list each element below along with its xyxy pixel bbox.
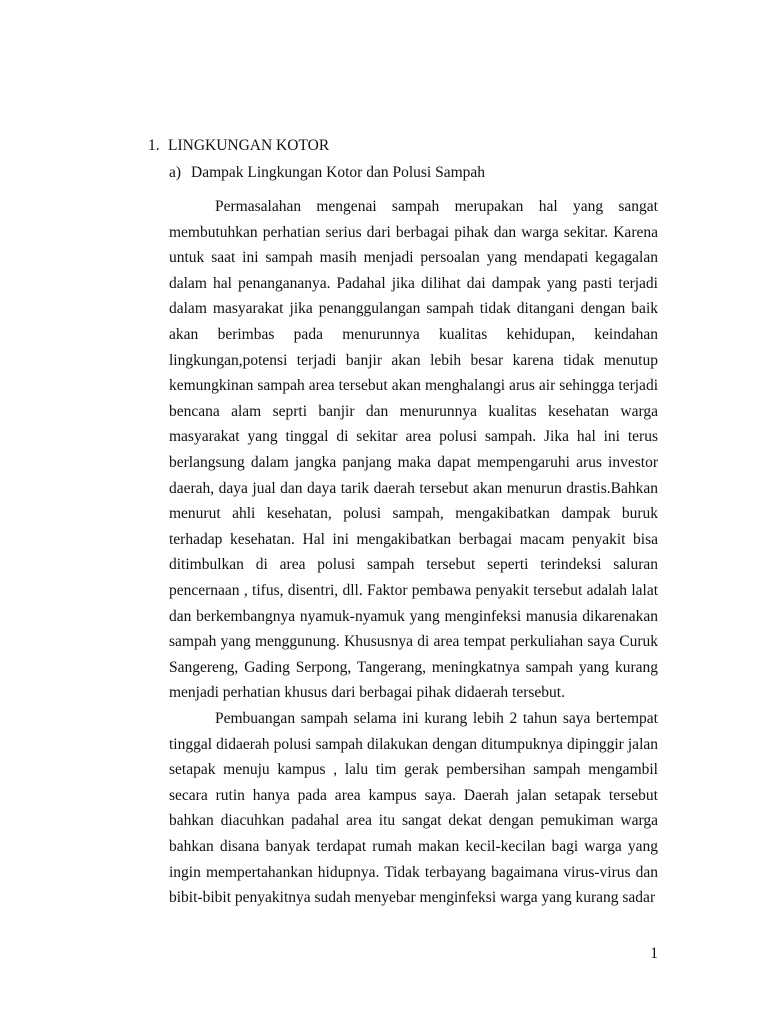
section-title: LINGKUNGAN KOTOR <box>168 137 330 154</box>
page-number: 1 <box>650 945 658 962</box>
section-heading <box>148 136 329 156</box>
body-paragraph-2: Pembuangan sampah selama ini kurang lebih 2 tahun saya bertempat tinggal didaerah polusi sampah dilakukan dengan ditumpuknya dipinggir jalan setapak menuju kampus , lalu tim gerak pembersihan sampah mengambil secara rutin hanya pada area kampus saya. Daerah jalan setapak tersebut bahkan diacuhkan padahal area itu sangat dekat dengan pemukiman warga bahkan disana banyak terdapat rumah makan kecil-kecilan bagi warga yang ingin mempertahankan hidupnya. Tidak terbayang bagaimana virus-virus dan bibit-bibit penyakitnya sudah menyebar menginfeksi warga yang kurang sadar <box>169 710 658 907</box>
subsection-title: Dampak Lingkungan Kotor dan Polusi Sampah <box>191 164 486 181</box>
section-number: 1. <box>148 137 160 154</box>
subsection-heading <box>169 163 485 183</box>
body-paragraph-1: Permasalahan mengenai sampah merupakan hal yang sangat membutuhkan perhatian serius dari berbagai pihak dan warga sekitar. Karena untuk saat ini sampah masih menjadi persoalan yang mendapati kegagalan dalam hal penangananya. Padahal jika dilihat dai dampak yang pasti terjadi dalam masyarakat jika penanggulangan sampah tidak ditangani dengan baik akan berimbas pada menurunnya kualitas kehidupan, keindahan lingkungan,potensi terjadi banjir akan lebih besar karena tidak menutup kemungkinan sampah area tersebut akan menghalangi arus air sehingga terjadi bencana alam seprti banjir dan menurunnya kualitas kesehatan warga masyarakat yang tinggal di sekitar area polusi sampah. Jika hal ini terus berlangsung dalam jangka panjang maka dapat mempengaruhi arus investor daerah, daya jual dan daya tarik daerah tersebut akan menurun drastis.Bahkan menurut ahli kesehatan, polusi sampah, mengakibatkan dampak buruk terhadap kesehatan. Hal ini mengakibatkan berbagai macam penyakit bisa ditimbulkan di area polusi sampah tersebut seperti terindeksi saluran pencernaan , tifus, disentri, dll. Faktor pembawa penyakit tersebut adalah lalat dan berkembangnya nyamuk-nyamuk yang menginfeksi manusia dikarenakan sampah yang menggunung. Khususnya di area tempat perkuliahan saya Curuk Sangereng, Gading Serpong, Tangerang, meningkatnya sampah yang kurang menjadi perhatian khusus dari berbagai pihak didaerah tersebut. <box>169 198 658 702</box>
subsection-label: a) <box>169 164 182 181</box>
